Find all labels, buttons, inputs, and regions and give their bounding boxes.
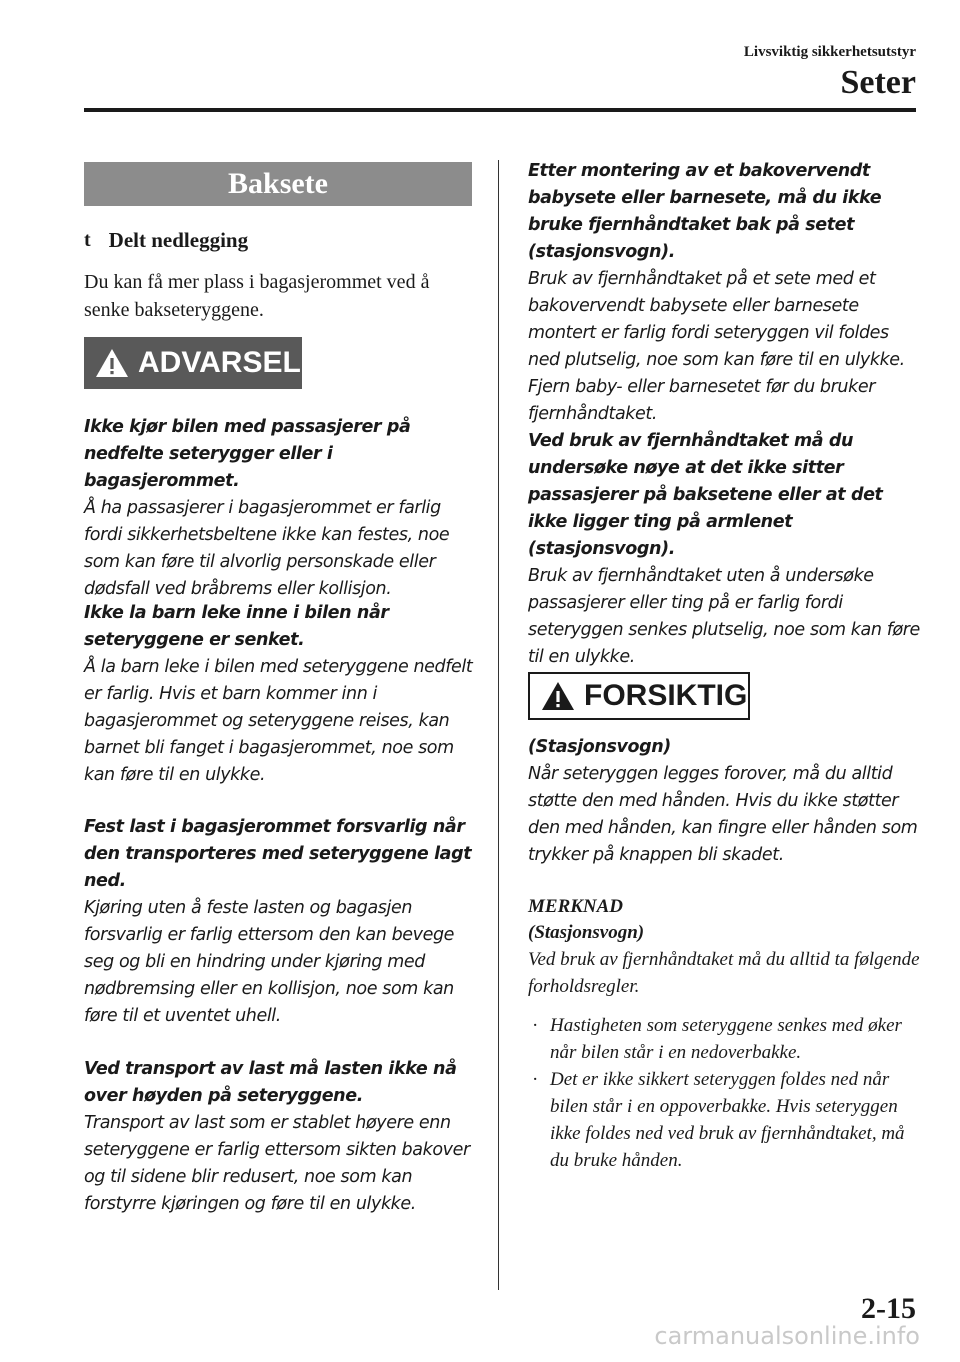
column-divider [498,160,499,1290]
caution-box [528,672,750,720]
warning-block-text: Bruk av fjernhåndtaket uten å undersøke passasjerer eller ting på er farlig fordi seteryggen senkes plutselig, noe som kan føre til en ulykke. [528,566,920,667]
warning-block-text: Å la barn leke i bilen med seteryggene nedfelt er farlig. Hvis et barn kommer inn i bagasjerommet og seteryggene reises, kan barnet bli fanget i bagasjerommet, noe som kan føre til en ulykke. [84,657,473,785]
warning-block-1 [84,414,476,603]
section-banner: Baksete [84,162,472,206]
warning-block-heading: Etter montering av et bakovervendt babysete eller barnesete, må du ikke bruke fjernhåndtaket bak på setet (stasjonsvogn). [528,161,882,262]
note-heading [528,894,644,946]
note-subtitle: (Stasjonsvogn) [528,922,645,943]
subheading-text: Delt nedlegging [108,228,249,252]
caution-triangle-icon [540,680,576,712]
header-section: Livsviktig sikkerhetsutstyr [743,44,916,60]
page-number: 2-15 [861,1292,916,1325]
warning-block-2 [84,600,476,789]
subheading [84,228,248,253]
note-list [530,1012,920,1174]
warning-label: ADVARSEL [138,346,301,379]
warning-block-text: Bruk av fjernhåndtaket på et sete med et bakovervendt babysete eller barnesete montert er farlig fordi seteryggen vil foldes ned plutselig, noe som kan føre til en ulykke. Fjern baby- eller barnesetet før du bruker fjernhåndtaket. [528,269,905,424]
warning-block-3 [84,814,476,1030]
warning-block-text: Kjøring uten å feste lasten og bagasjen forsvarlig er farlig ettersom den kan bevege seg og bli en hindring under kjøring med nødbremsing eller en kollisjon, noe som kan føre til et uventet uhell. [84,898,455,1026]
note-text: Ved bruk av fjernhåndtaket må du alltid ta følgende forholdsregler. [528,949,920,997]
list-item: · Det er ikke sikkert seteryggen foldes ned når bilen står i en oppoverbakke. Hvis seteryggen ikke foldes ned ved bruk av fjernhåndtaket, må du bruke hånden. [530,1066,920,1174]
warning-block-6 [528,428,922,671]
warning-block-5 [528,158,922,428]
caution-block [528,734,922,869]
warning-block-heading: Fest last i bagasjerommet forsvarlig når den transporteres med seteryggene lagt ned. [84,817,472,891]
subheading-bullet: t [84,229,91,251]
intro-text: Du kan få mer plass i bagasjerommet ved å senke bakseteryggene. [84,271,430,321]
warning-triangle-icon [94,347,130,379]
warning-block-4 [84,1056,476,1218]
caution-label: FORSIKTIG [584,679,748,712]
warning-block-heading: Ikke kjør bilen med passasjerer på nedfelte seterygger eller i bagasjerommet. [84,417,411,491]
warning-block-text: Transport av last som er stablet høyere enn seteryggene er farlig ettersom sikten bakover og til sidene blir redusert, noe som kan forstyrre kjøringen og føre til en ulykke. [84,1113,470,1214]
caution-heading: (Stasjonsvogn) [528,737,671,757]
list-item: · Hastigheten som seteryggene senkes med øker når bilen står i en nedoverbakke. [530,1012,920,1066]
header-rule [84,108,916,112]
note-title: MERKNAD [528,896,624,917]
warning-box [84,337,302,389]
header-title: Seter [840,64,916,101]
warning-block-heading: Ikke la barn leke inne i bilen når seteryggene er senket. [84,603,389,650]
warning-block-text: Å ha passasjerer i bagasjerommet er farlig fordi sikkerhetsbeltene ikke kan festes, noe som kan føre til alvorlig personskade eller dødsfall ved bråbrems eller kollisjon. [84,498,450,599]
warning-block-heading: Ved transport av last må lasten ikke nå over høyden på seteryggene. [84,1059,457,1106]
warning-block-heading: Ved bruk av fjernhåndtaket må du undersøke nøye at det ikke sitter passasjerer på baksetene eller at det ikke ligger ting på armlenet (stasjonsvogn). [528,431,883,559]
watermark: carmanualsonline.info [654,1322,920,1350]
caution-text: Når seteryggen legges forover, må du alltid støtte den med hånden. Hvis du ikke støtter den med hånden, kan fingre eller hånden som trykker på knappen bli skadet. [528,764,918,865]
